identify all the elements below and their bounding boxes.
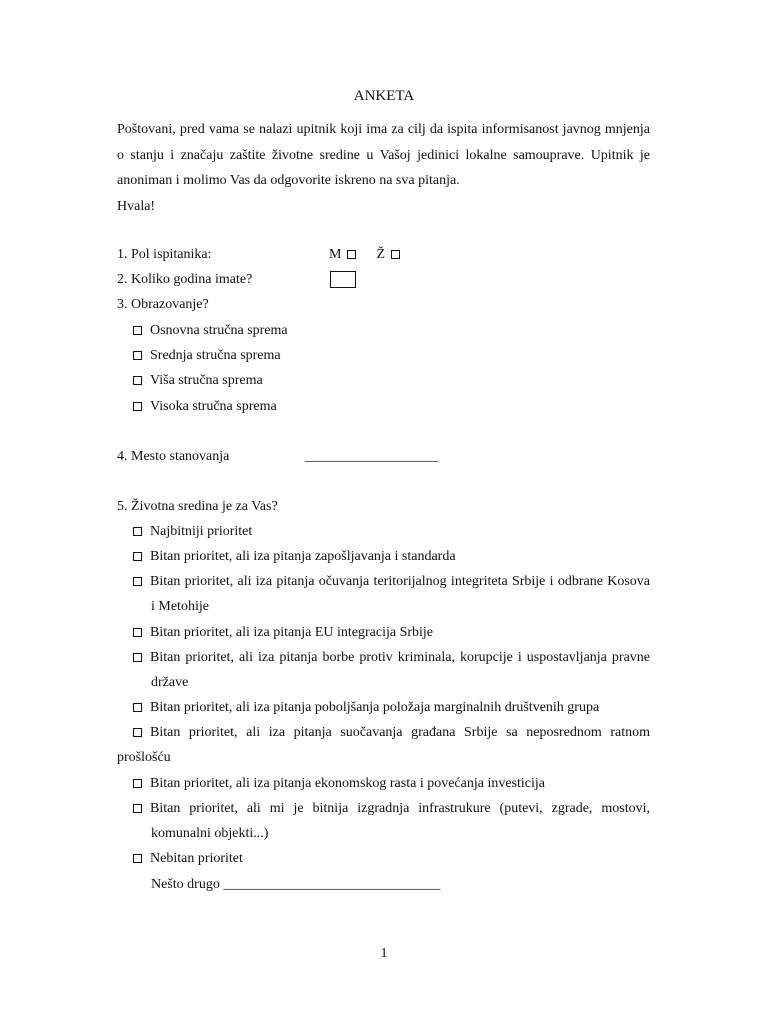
gender-options	[329, 247, 408, 263]
question-1-label: 1. Pol ispitanika:	[117, 247, 212, 262]
q5-option-continuation: države	[151, 675, 189, 690]
q5-option-continuation: komunalni objekti...)	[151, 826, 269, 841]
question-3-label: 3. Obrazovanje?	[117, 297, 209, 312]
checkbox[interactable]	[133, 376, 142, 385]
checkbox[interactable]	[133, 804, 142, 813]
q5-option[interactable]	[133, 851, 243, 867]
q5-option-label: Bitan prioritet, ali iza pitanja očuvanja teritorijalnog integriteta Srbije i odbrane Kosova	[150, 574, 650, 589]
checkbox[interactable]	[133, 653, 142, 662]
page-number: 1	[380, 946, 388, 961]
q5-option-continuation: prošlošću	[117, 750, 171, 765]
q5-option-label: Bitan prioritet, ali iza pitanja suočavanja građana Srbije sa neposrednom ratnom	[150, 725, 650, 740]
checkbox[interactable]	[133, 351, 142, 360]
q3-option-label: Srednja stručna sprema	[150, 348, 281, 363]
q5-option[interactable]	[133, 700, 599, 716]
q5-option[interactable]	[133, 625, 433, 641]
q3-option[interactable]	[133, 373, 263, 389]
checkbox[interactable]	[133, 402, 142, 411]
checkbox[interactable]	[133, 326, 142, 335]
checkbox[interactable]	[133, 779, 142, 788]
q5-option[interactable]	[133, 549, 456, 565]
q5-option-label: Bitan prioritet, ali iza pitanja borbe protiv kriminala, korupcije i uspostavljanja pravne	[150, 650, 650, 665]
q5-option-continuation: i Metohije	[151, 599, 209, 614]
q3-option[interactable]	[133, 399, 277, 415]
q5-option-label: Nebitan prioritet	[150, 851, 243, 866]
q5-option-label: Bitan prioritet, ali mi je bitnija izgradnja infrastrukure (putevi, zgrade, mostovi,	[150, 801, 650, 816]
q3-option-label: Visoka stručna sprema	[150, 399, 277, 414]
q3-option-label: Viša stručna sprema	[150, 373, 263, 388]
q3-option-label: Osnovna stručna sprema	[150, 323, 288, 338]
checkbox[interactable]	[133, 527, 142, 536]
q5-option-label: Bitan prioritet, ali iza pitanja ekonomskog rasta i povećanja investicija	[150, 776, 545, 791]
q5-option[interactable]	[133, 524, 252, 540]
q3-option[interactable]	[133, 348, 281, 364]
checkbox[interactable]	[133, 628, 142, 637]
q5-option[interactable]	[133, 725, 650, 741]
q5-option-label: Najbitniji prioritet	[150, 524, 253, 539]
option-female-label: Ž	[376, 247, 386, 262]
question-5-label: 5. Životna sredina je za Vas?	[117, 499, 278, 514]
checkbox-female[interactable]	[391, 250, 400, 259]
q5-option[interactable]	[133, 776, 545, 792]
q5-option-label: Bitan prioritet, ali iza pitanja zapošljavanja i standarda	[150, 549, 456, 564]
q5-option[interactable]	[133, 574, 650, 590]
q5-option-label: Bitan prioritet, ali iza pitanja poboljšanja položaja marginalnih društvenih grupa	[150, 700, 600, 715]
q3-option[interactable]	[133, 323, 288, 339]
intro-paragraph: Poštovani, pred vama se nalazi upitnik koji ima za cilj da ispita informisanost javnog mnjenja o stanju i značaju zaštite životne sredine u Vašoj jedinici lokalne samouprave. Upitnik je anoniman i molimo Vas da odgovorite iskreno na sva pitanja.	[117, 122, 650, 188]
q5-other	[151, 877, 440, 893]
checkbox-male[interactable]	[347, 250, 356, 259]
q5-option-label: Bitan prioritet, ali iza pitanja EU integracija Srbije	[150, 625, 434, 640]
checkbox[interactable]	[133, 577, 142, 586]
q5-other-blank[interactable]: _______________________________	[223, 877, 441, 892]
page-title: ANKETA	[353, 88, 415, 104]
q5-other-label: Nešto drugo	[151, 877, 220, 892]
option-male-label: M	[329, 247, 342, 262]
intro-thanks: Hvala!	[117, 198, 156, 214]
age-input-box[interactable]	[330, 271, 356, 288]
checkbox[interactable]	[133, 854, 142, 863]
intro-text	[117, 117, 650, 219]
q5-option[interactable]	[133, 650, 650, 666]
residence-blank[interactable]: ___________________	[305, 449, 438, 464]
q5-option[interactable]	[133, 801, 650, 817]
question-4-label: 4. Mesto stanovanja	[117, 449, 230, 464]
checkbox[interactable]	[133, 728, 142, 737]
checkbox[interactable]	[133, 552, 142, 561]
question-2-label: 2. Koliko godina imate?	[117, 272, 253, 287]
checkbox[interactable]	[133, 703, 142, 712]
question-1	[117, 247, 212, 263]
